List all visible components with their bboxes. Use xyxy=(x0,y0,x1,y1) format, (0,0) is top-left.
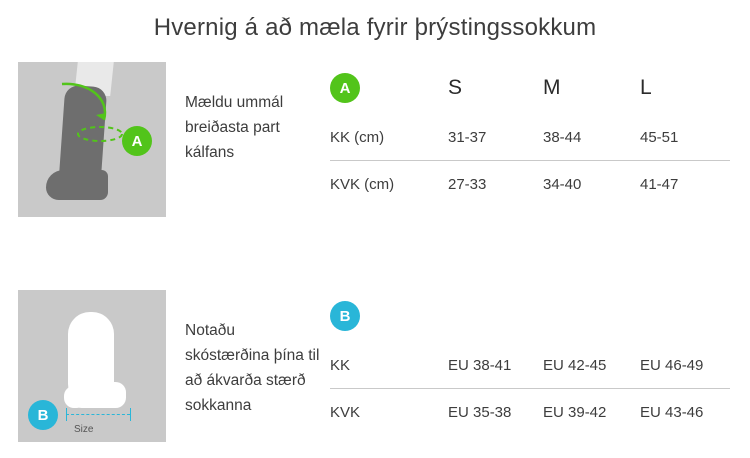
header-size-s: S xyxy=(448,76,463,99)
row-value-m: 38-44 xyxy=(543,128,582,146)
header-size-m: M xyxy=(543,76,561,99)
table-header-row xyxy=(330,62,730,114)
row-value-s: 31-37 xyxy=(448,128,487,146)
shoe-size-table xyxy=(330,290,730,435)
badge-b-table: B xyxy=(330,301,360,331)
header-badge-cell xyxy=(330,301,448,331)
row-value-l: 41-47 xyxy=(640,175,679,193)
shoe-size-description: Notaðu skóstærðina þína til að ákvarða stærð sokkanna xyxy=(185,322,320,414)
row-label: KK (cm) xyxy=(330,128,385,146)
size-measure-cap-right xyxy=(130,408,131,421)
size-measure-line xyxy=(66,414,130,416)
sock-foot-shape xyxy=(46,170,108,200)
table-row xyxy=(330,342,730,389)
header-badge-cell xyxy=(330,73,448,103)
badge-a-table: A xyxy=(330,73,360,103)
table-row xyxy=(330,161,730,207)
table-row xyxy=(330,114,730,161)
row-value-s: EU 38-41 xyxy=(448,356,512,374)
row-value-l: 45-51 xyxy=(640,128,679,146)
badge-b-illustration: B xyxy=(28,400,58,430)
table-header-row xyxy=(330,290,730,342)
leg-illustration xyxy=(18,62,166,217)
row-value-s: EU 35-38 xyxy=(448,403,512,421)
size-measure-label: Size xyxy=(74,424,94,435)
page-title: Hvernig á að mæla fyrir þrýstingssokkum xyxy=(153,14,597,41)
row-label: KVK xyxy=(330,403,361,421)
calf-size-table xyxy=(330,62,730,207)
row-value-s: 27-33 xyxy=(448,175,487,193)
row-value-l: EU 46-49 xyxy=(640,356,704,374)
row-label: KVK (cm) xyxy=(330,175,395,193)
badge-a-illustration: A xyxy=(122,126,152,156)
row-value-m: EU 42-45 xyxy=(543,356,607,374)
row-value-l: EU 43-46 xyxy=(640,403,704,421)
row-value-m: EU 39-42 xyxy=(543,403,607,421)
foot-heel-shape xyxy=(64,386,86,408)
table-row xyxy=(330,389,730,435)
row-value-m: 34-40 xyxy=(543,175,582,193)
size-measure-cap-left xyxy=(66,408,67,421)
foot-illustration xyxy=(18,290,166,442)
header-size-l: L xyxy=(640,76,652,99)
row-label: KK xyxy=(330,356,351,374)
calf-measure-description: Mældu ummál breiðasta part kálfans xyxy=(185,94,284,161)
